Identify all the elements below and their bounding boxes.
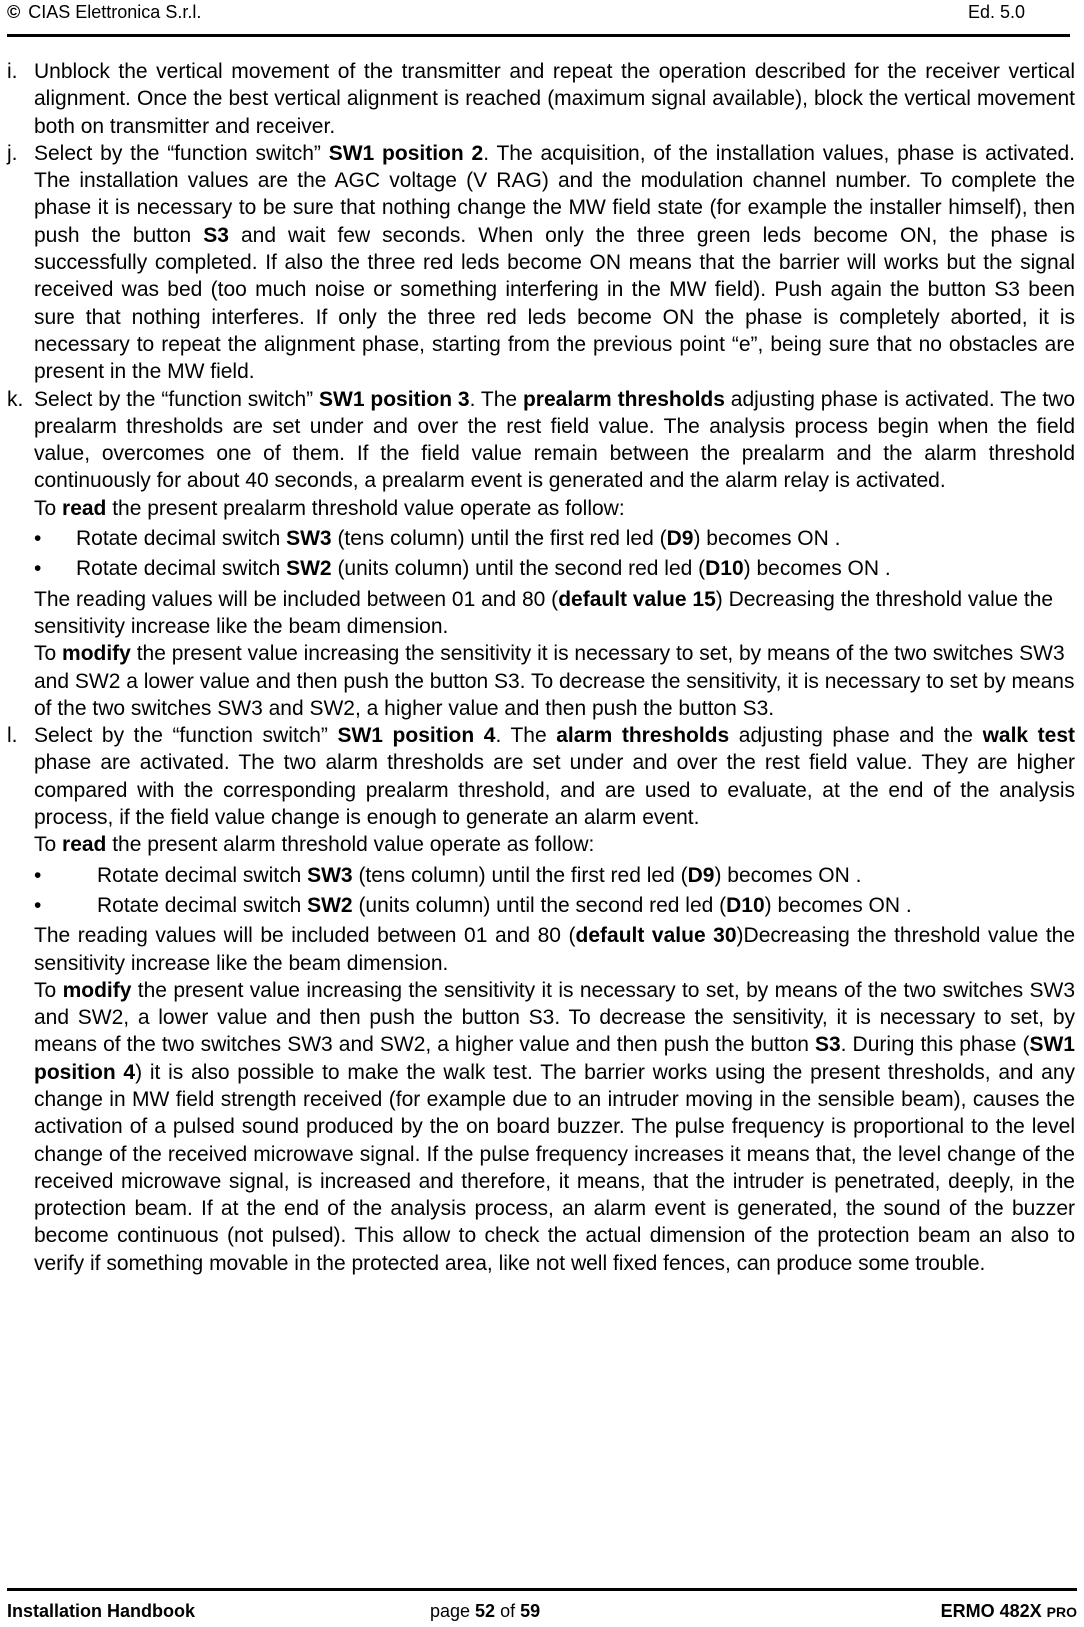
text-run: To — [34, 642, 63, 666]
copyright-icon: © — [7, 2, 21, 22]
bullet-icon: • — [34, 863, 42, 887]
text-run: ) it is also possible to make the walk test. The barrier works using the present thresholds, and any change in MW field strength received (for example due to an intruder moving in the sensible beam), causes the activation of a pulsed sound produced by the on board buzzer. The pulse frequency is proportional to the level change of the received microwave signal. If the pulse frequency increases it means that, the level change of the received microwave signal, is increased and therefore, it means, that the intruder is penetrated, deeply, in the protection beam. If at the end of the analysis process, an alarm event is generated, the sound of the buzzer become continuous (not pulsed). This allow to check the actual dimension of the protection beam an also to verify if something movable in the protected area, like not well fixed fences, can produce some trouble. — [34, 1060, 1076, 1275]
step-text — [34, 140, 1075, 386]
step-marker: l. — [7, 724, 18, 748]
text-run: the present value increasing the sensitivity it is necessary to set, by means of the two switches SW3 and SW2, a lower value and then push the button S3. To decrease the sensitivity, it is necessary to set, by means of the two switches SW3 and SW2, a higher value and then push the button — [34, 978, 1075, 1057]
range-note — [34, 586, 1075, 641]
text-run: phase are activated. The two alarm thresholds are set under and over the rest field value. They are higher compared with the corresponding prealarm threshold, and are used to evaluate, at the end of the analysis process, if the field value change is enough to generate an alarm event. — [34, 751, 1075, 830]
bullet-item — [34, 892, 1075, 919]
text-run: the present prealarm threshold value operate as follow: — [106, 496, 625, 520]
bullet-item — [34, 525, 1075, 552]
bold-run: prealarm thresholds — [522, 387, 725, 411]
step-j — [7, 140, 1075, 386]
bold-run: read — [62, 496, 107, 520]
product-suffix: PRO — [1046, 1604, 1077, 1620]
bullet-icon: • — [34, 557, 42, 581]
bold-run: SW2 — [307, 893, 353, 917]
step-text — [34, 58, 1075, 140]
bold-run: alarm thresholds — [556, 724, 730, 748]
bold-run: S3 — [203, 223, 229, 247]
text-run: the present value increasing the sensitivity it is necessary to set, by means of the two switches SW3 and SW2 a lower value and then push the button S3. To decrease the sensitivity, it is necessary to set by means of the two switches SW3 and SW2, a higher value and then push the button S3. — [34, 642, 1075, 720]
text-run: page — [430, 1601, 476, 1621]
read-instruction — [34, 831, 1075, 858]
bold-run: D10 — [726, 893, 765, 917]
text-run: Select by the “function switch” — [34, 387, 319, 411]
text-run: . The — [469, 387, 523, 411]
bold-run: D10 — [705, 557, 744, 581]
text-run: Rotate decimal switch — [76, 557, 287, 581]
text-run: ) becomes ON . — [714, 863, 862, 887]
text-run: of — [495, 1601, 521, 1621]
document-body — [7, 58, 1075, 1277]
bold-run: SW1 position 4 — [34, 1033, 1075, 1084]
text-run: (tens column) until the first red led ( — [331, 527, 667, 551]
step-marker: j. — [7, 141, 18, 165]
bold-run: D9 — [687, 863, 715, 887]
bold-run: walk test — [982, 724, 1076, 748]
text-run: (units column) until the second red led ( — [352, 893, 727, 917]
total-pages: 59 — [520, 1601, 541, 1621]
text-run: To — [34, 978, 63, 1002]
bold-run: SW3 — [286, 527, 332, 551]
text-run: ERMO 482X — [940, 1601, 1047, 1621]
text-run: Select by the “function switch” — [34, 724, 338, 748]
bold-run: SW3 — [307, 863, 353, 887]
step-k — [7, 386, 1075, 723]
footer-handbook-title: Installation Handbook — [7, 1601, 196, 1621]
header-company — [7, 0, 201, 24]
text-run: ) becomes ON . — [764, 893, 912, 917]
bold-run: modify — [62, 642, 131, 666]
text-run: . During this phase ( — [840, 1033, 1030, 1057]
bullet-icon: • — [34, 527, 42, 551]
text-run: Rotate decimal switch — [97, 893, 308, 917]
company-name: CIAS Elettronica S.r.l. — [28, 2, 202, 22]
bold-run: S3 — [814, 1033, 841, 1057]
bold-run: read — [62, 833, 107, 857]
bold-run: default value 30 — [575, 924, 737, 948]
text-run: and wait few seconds. When only the three green leds become ON, the phase is successfully completed. If also the three red leds become ON means that the barrier will works but the signal received was bed (too much noise or something interfering in the MW field). Push again the button S3 been sure that nothing interferes. If only the three red leds become ON the phase is completely aborted, it is necessary to repeat the alignment phase, starting from the previous point “e”, being sure that no obstacles are present in the MW field. — [34, 223, 1075, 384]
text-run: Rotate decimal switch — [76, 527, 287, 551]
text-run: Rotate decimal switch — [97, 863, 308, 887]
step-marker: k. — [7, 387, 24, 411]
text-run: The reading values will be included between 01 and 80 ( — [34, 587, 559, 611]
text-run: adjusting phase is activated. The two prealarm thresholds are set under and over the rest field value. The analysis process begin when the field value, overcomes one of them. If the field value remain between the prealarm and the alarm threshold continuously for about 40 seconds, a prealarm event is generated and the alarm relay is activated. — [34, 387, 1075, 493]
modify-instruction — [34, 640, 1075, 722]
product-name — [941, 1599, 1077, 1624]
step-l — [7, 722, 1075, 1277]
bullet-item — [34, 555, 1075, 582]
text-run: . The — [495, 724, 557, 748]
range-note — [34, 922, 1075, 977]
read-instruction — [34, 495, 1075, 522]
text-run: Select by the “function switch” — [34, 141, 329, 165]
bold-run: SW1 position 4 — [337, 724, 496, 748]
text-run: Unblock the vertical movement of the transmitter and repeat the operation described for the receiver vertical alignment. Once the best vertical alignment is reached (maximum signal available), block the vertical movement both on transmitter and receiver. — [34, 60, 1075, 138]
text-run: )Decreasing the threshold value the sensitivity increase like the beam dimension. — [34, 924, 1076, 975]
step-text — [34, 386, 1075, 495]
bold-run: modify — [62, 978, 132, 1002]
bold-run: SW1 position 3 — [319, 387, 470, 411]
text-run: adjusting phase and the — [729, 724, 983, 748]
text-run: the present alarm threshold value operate as follow: — [106, 833, 595, 857]
bold-run: default value 15 — [558, 587, 716, 611]
page-number — [430, 1599, 540, 1623]
current-page: 52 — [475, 1601, 496, 1621]
text-run: To — [34, 833, 63, 857]
page-header — [7, 0, 1070, 37]
text-run: (tens column) until the first red led ( — [352, 863, 688, 887]
text-run: (units column) until the second red led ( — [331, 557, 706, 581]
step-text — [34, 722, 1075, 831]
modify-instruction — [34, 977, 1075, 1277]
step-marker: i. — [7, 60, 18, 83]
edition-label: Ed. 5.0 — [967, 2, 1025, 22]
text-run: The reading values will be included between 01 and 80 ( — [34, 924, 576, 948]
step-i — [7, 58, 1075, 140]
bold-run: D9 — [666, 527, 694, 551]
text-run: ) becomes ON . — [693, 527, 841, 551]
bullet-item — [34, 862, 1075, 889]
text-run: . The acquisition, of the installation values, phase is activated. The installation values are the AGC voltage (V RAG) and the modulation channel number. To complete the phase it is necessary to be sure that nothing change the MW field state (for example the installer himself), then push the button — [34, 141, 1076, 247]
bold-run: SW1 position 2 — [328, 141, 484, 165]
bullet-icon: • — [34, 893, 42, 917]
text-run: ) Decreasing the threshold value the sensitivity increase like the beam dimension. — [34, 587, 1054, 638]
text-run: To — [34, 496, 63, 520]
page-footer — [7, 1588, 1077, 1621]
text-run: ) becomes ON . — [743, 557, 891, 581]
bold-run: SW2 — [286, 557, 332, 581]
